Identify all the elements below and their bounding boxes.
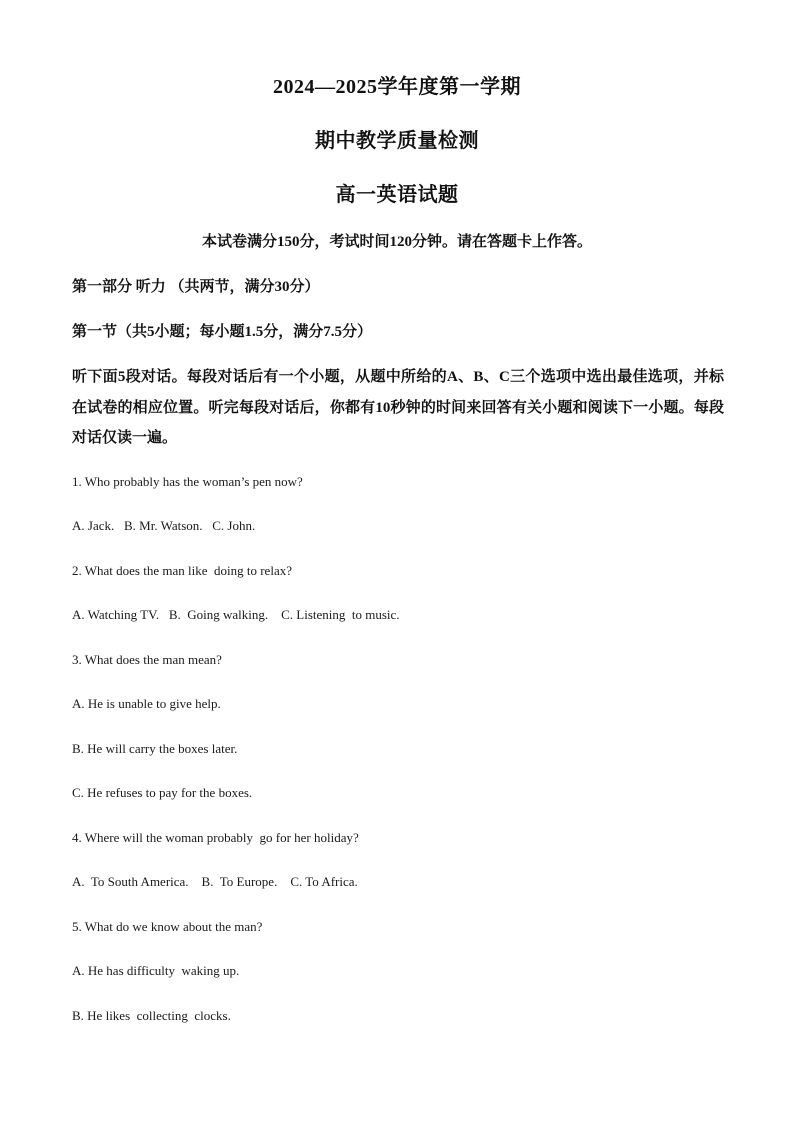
question-3-option-b: B. He will carry the boxes later.: [72, 741, 238, 756]
question-2-stem: 2. What does the man like doing to relax?: [72, 563, 292, 578]
subject-title: 高一英语试题: [335, 184, 459, 206]
question-4-stem: 4. Where will the woman probably go for her holiday?: [72, 830, 359, 845]
question-5-stem: 5. What do we know about the man?: [72, 919, 263, 934]
question-5-option-b: B. He likes collecting clocks.: [72, 1008, 231, 1023]
question-3-option-c: C. He refuses to pay for the boxes.: [72, 785, 253, 800]
question-1-options: A. Jack. B. Mr. Watson. C. John.: [72, 518, 256, 533]
listening-instructions: 听下面5段对话。每段对话后有一个小题，从题中所给的A、B、C三个选项中选出最佳选项，并标在试卷的相应位置。听完每段对话后，你都有10秒钟的时间来回答有关小题和阅读下一小题。每段对话仅读一遍。: [72, 369, 724, 446]
exam-title: 期中教学质量检测: [315, 130, 479, 152]
question-4-options: A. To South America. B. To Europe. C. To Africa.: [72, 874, 358, 889]
year-title: 2024—2025学年度第一学期: [273, 76, 521, 98]
question-1-stem: 1. Who probably has the woman’s pen now?: [72, 474, 303, 489]
exam-note: 本试卷满分150分，考试时间120分钟。请在答题卡上作答。: [201, 234, 592, 250]
question-3-stem: 3. What does the man mean?: [72, 652, 222, 667]
question-5-option-a: A. He has difficulty waking up.: [72, 963, 240, 978]
question-3-option-a: A. He is unable to give help.: [72, 696, 221, 711]
section1-heading: 第一节（共5小题；每小题1.5分，满分7.5分）: [72, 324, 373, 340]
question-2-options: A. Watching TV. B. Going walking. C. Listening to music.: [72, 607, 400, 622]
part1-heading: 第一部分 听力 （共两节，满分30分）: [72, 279, 320, 295]
